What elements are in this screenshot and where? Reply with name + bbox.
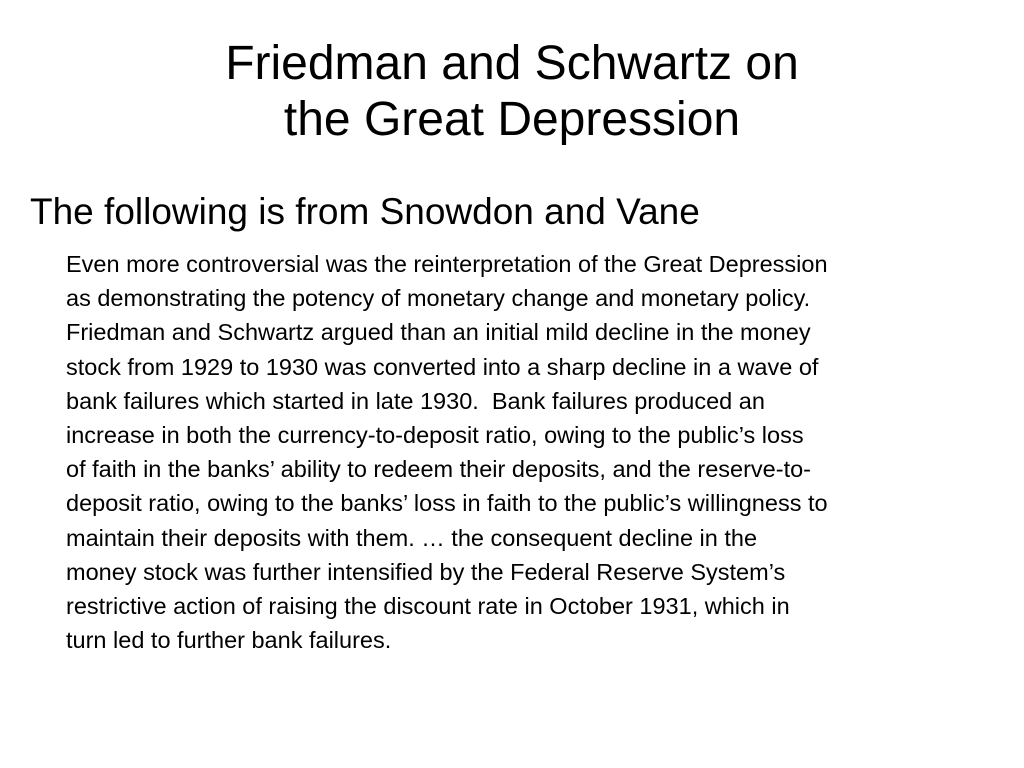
quote-block bbox=[66, 247, 1006, 657]
slide-title bbox=[0, 36, 1024, 148]
quote-line: Friedman and Schwartz argued than an initial mild decline in the money bbox=[66, 319, 811, 346]
quote-line: increase in both the currency-to-deposit ratio, owing to the public’s loss bbox=[66, 422, 804, 449]
quote-line: bank failures which started in late 1930. Bank failures produced an bbox=[66, 387, 765, 414]
quote-line: as demonstrating the potency of monetary change and monetary policy. bbox=[66, 285, 811, 312]
quote-line: Even more controversial was the reinterpretation of the Great Depression bbox=[66, 251, 828, 277]
slide-title-line-1: Friedman and Schwartz on bbox=[225, 37, 799, 90]
quote-line: maintain their deposits with them. … the consequent decline in the bbox=[66, 524, 758, 551]
quote-line: restrictive action of raising the discount rate in October 1931, which in bbox=[66, 593, 790, 620]
quote-line: deposit ratio, owing to the banks’ loss in faith to the public’s willingness to bbox=[66, 490, 828, 517]
slide-title-line-2: the Great Depression bbox=[283, 93, 741, 146]
slide-subtitle: The following is from Snowdon and Vane bbox=[30, 191, 700, 232]
quote-line: of faith in the banks’ ability to redeem their deposits, and the reserve-to- bbox=[66, 456, 812, 483]
quote-line: money stock was further intensified by the Federal Reserve System’s bbox=[66, 558, 786, 585]
quote-line: turn led to further bank failures. bbox=[66, 627, 392, 654]
quote-line: stock from 1929 to 1930 was converted into a sharp decline in a wave of bbox=[66, 353, 819, 380]
